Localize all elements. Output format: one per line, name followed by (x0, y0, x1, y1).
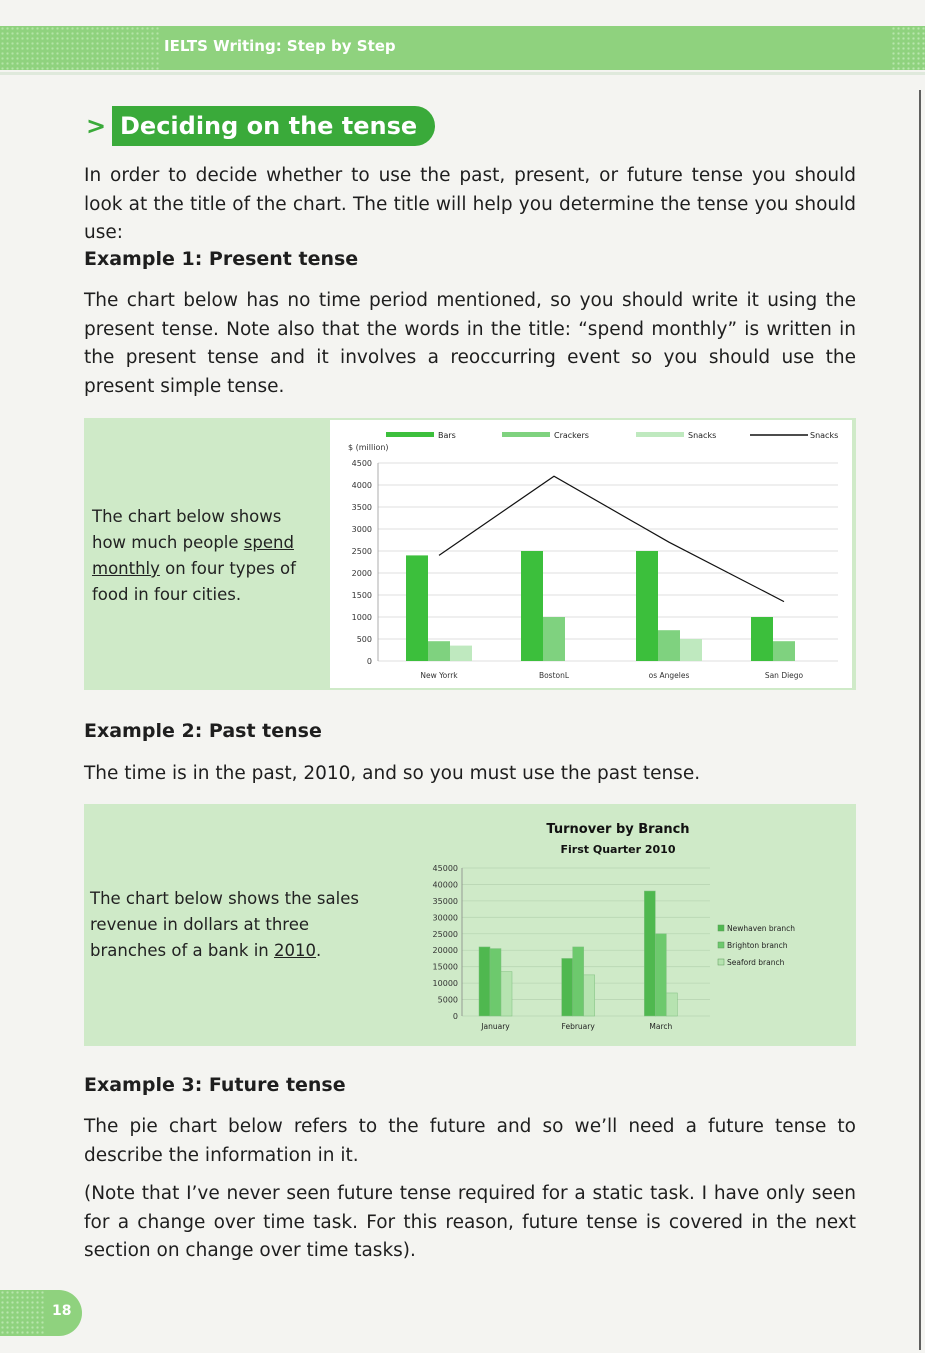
y-tick-label: 2000 (351, 569, 372, 578)
y-tick-label: 45000 (432, 864, 458, 873)
chart-1 (330, 420, 852, 688)
x-tick-label: New Yorrk (420, 671, 458, 680)
chart-2 (410, 808, 850, 1040)
y-tick-label: 4000 (351, 481, 372, 490)
y-tick-label: 30000 (432, 913, 458, 923)
bar (406, 555, 428, 661)
y-tick-label: 5000 (437, 995, 458, 1005)
y-tick-label: 4500 (351, 459, 372, 468)
x-tick-label: os Angeles (648, 671, 690, 680)
caption-text-end: . (315, 941, 322, 960)
legend-swatch (718, 942, 724, 948)
legend-label: Snacks (810, 431, 839, 440)
header-divider (0, 72, 925, 75)
intro-paragraph: In order to decide whether to use the past, present, or future tense you should look at the title of the chart. The title will help you determine the tense you should use: (84, 165, 856, 243)
y-tick-label: 1000 (351, 613, 372, 622)
bar (479, 947, 490, 1016)
caption-text: The chart below shows how much people (92, 507, 282, 552)
section-title: Deciding on the tense (112, 106, 435, 146)
y-tick-label: 20000 (432, 946, 458, 956)
y-tick-label: 25000 (432, 929, 458, 939)
page-number: 18 (52, 1303, 72, 1319)
legend-swatch (386, 432, 434, 437)
legend-swatch (718, 959, 724, 965)
example3-paragraph: The pie chart below refers to the future and so we’ll need a future tense to describe the information in it. (84, 1116, 856, 1166)
page-edge (919, 90, 921, 1350)
page-number-tab (0, 1290, 82, 1336)
legend-swatch (636, 432, 684, 437)
bar (573, 947, 584, 1016)
chevron-right-icon: > (86, 112, 107, 140)
bar (562, 958, 573, 1016)
legend-label: Crackers (554, 431, 589, 440)
bar (584, 975, 595, 1016)
y-tick-label: 3000 (351, 525, 372, 534)
header-title: IELTS Writing: Step by Step (164, 37, 396, 55)
y-tick-label: 35000 (432, 896, 458, 906)
caption-underlined: 2010 (273, 941, 316, 960)
caption-text-end: on four types of food in four cities. (92, 559, 296, 604)
example2-paragraph: The time is in the past, 2010, and so you must use the past tense. (84, 763, 701, 784)
example2-caption (90, 886, 380, 964)
legend-label: Newhaven branch (727, 924, 795, 933)
y-tick-label: 15000 (432, 962, 458, 972)
bar (751, 617, 773, 661)
header-dots-pattern (0, 26, 160, 70)
legend-swatch (502, 432, 550, 437)
y-tick-label: 40000 (432, 880, 458, 890)
y-tick-label: 3500 (351, 503, 372, 512)
legend-swatch (718, 925, 724, 931)
bar (521, 551, 543, 661)
y-tick-label: 0 (366, 657, 372, 666)
bar (450, 646, 472, 661)
bar (658, 630, 680, 661)
legend-label: Brighton branch (727, 941, 788, 950)
example3-heading: Example 3: Future tense (84, 1074, 346, 1096)
bar (490, 949, 501, 1016)
example1-heading: Example 1: Present tense (84, 248, 359, 270)
y-tick-label: 500 (356, 635, 372, 644)
bar (543, 617, 565, 661)
x-tick-label: January (481, 1022, 510, 1031)
legend-label: Bars (438, 431, 456, 440)
y-axis-title: $ (million) (348, 443, 389, 452)
legend-label: Snacks (688, 431, 717, 440)
bar (680, 639, 702, 661)
bar (773, 641, 795, 661)
bar (636, 551, 658, 661)
example3-note: (Note that I’ve never seen future tense required for a static task. I have only seen for a change over time task. For this reason, future tense is covered in the next section on change over time tasks). (84, 1183, 856, 1261)
x-tick-label: San Diego (764, 671, 804, 680)
y-tick-label: 2500 (351, 547, 372, 556)
chart-title: Turnover by Branch (546, 822, 690, 837)
example2-heading: Example 2: Past tense (84, 720, 322, 742)
x-tick-label: BostonL (538, 671, 570, 680)
caption-text: The chart below shows the sales revenue in dollars at three branches of a bank in (90, 889, 359, 960)
y-tick-label: 10000 (432, 979, 458, 989)
header-dots-pattern-right (891, 26, 925, 70)
x-tick-label: February (561, 1022, 595, 1031)
bar (644, 891, 655, 1016)
x-tick-label: March (649, 1022, 673, 1031)
bar (428, 641, 450, 661)
header-bar (0, 26, 925, 70)
page-tab-dots-pattern (0, 1290, 44, 1336)
chart-subtitle: First Quarter 2010 (560, 843, 676, 856)
caption-underlined: spend monthly (92, 533, 294, 578)
bar (655, 934, 666, 1016)
y-tick-label: 1500 (351, 591, 372, 600)
bar (501, 972, 512, 1016)
bar (666, 993, 677, 1016)
example1-caption (92, 504, 310, 608)
example1-paragraph: The chart below has no time period mentioned, so you should write it using the present tense. Note also that the words in the title: “spend monthly” is written in the present tense and it involves a reoccurring event so you should use the present simple tense. (84, 290, 856, 397)
y-tick-label: 0 (452, 1012, 458, 1021)
legend-label: Seaford branch (727, 958, 785, 967)
